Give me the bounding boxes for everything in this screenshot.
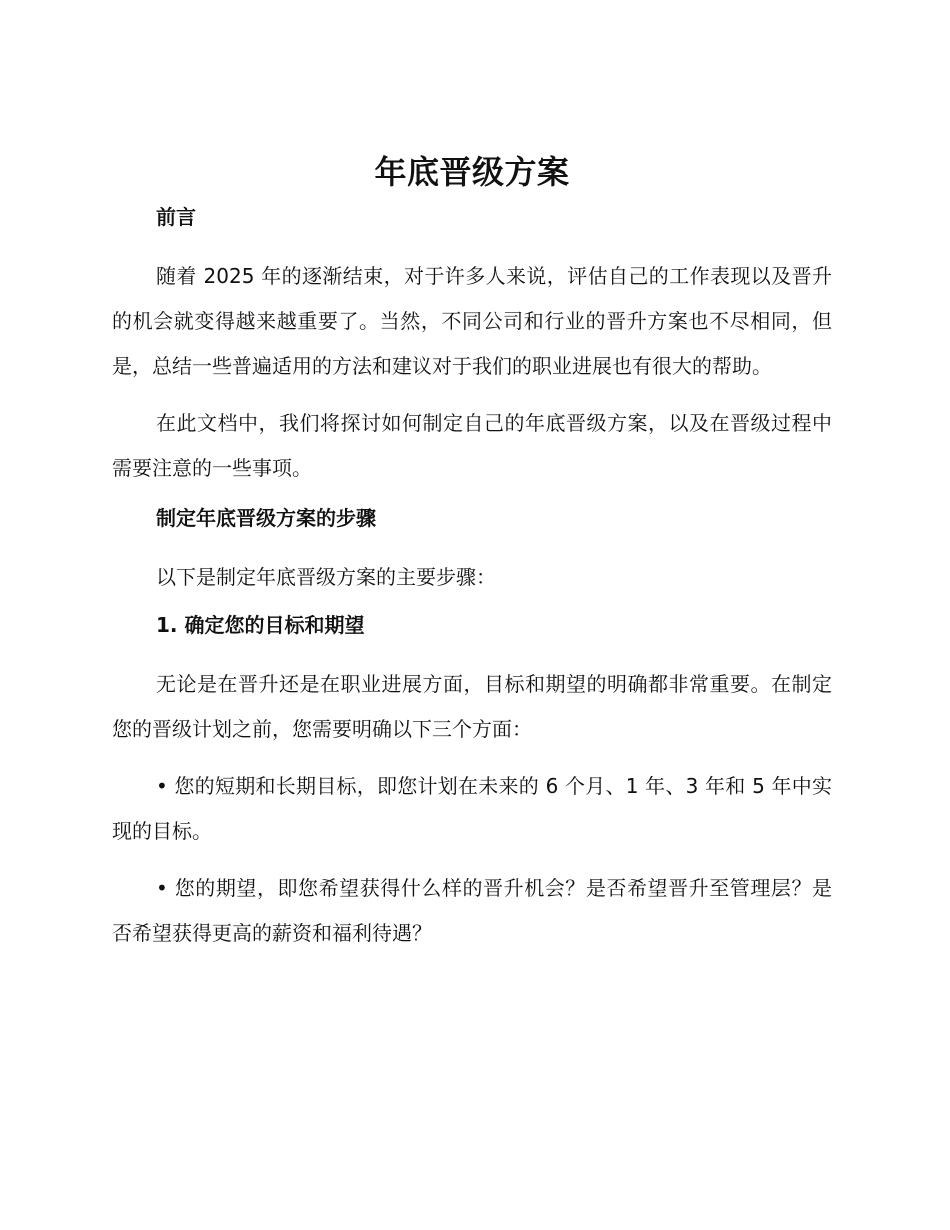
steps-heading: 制定年底晋级方案的步骤 [156,506,376,530]
bullet-item-1: • 您的短期和长期目标，即您计划在未来的 6 个月、1 年、3 年和 5 年中实现的目标。 [112,774,832,843]
bullet-item-2: • 您的期望，即您希望获得什么样的晋升机会？是否希望晋升至管理层？是否希望获得更高的薪资和福利待遇？ [112,876,832,945]
document-title: 年底晋级方案 [374,153,570,191]
document-page [112,150,832,968]
intro-heading: 前言 [156,205,196,229]
intro-paragraph-1: 随着 2025 年的逐渐结束，对于许多人来说，评估自己的工作表现以及晋升的机会就变得越来越重要了。当然，不同公司和行业的晋升方案也不尽相同，但是，总结一些普遍适用的方法和建议对于我们的职业进展也有很大的帮助。 [112,264,832,378]
step1-heading: 1. 确定您的目标和期望 [156,613,365,637]
steps-intro-paragraph: 以下是制定年底晋级方案的主要步骤： [156,565,496,589]
intro-paragraph-2: 在此文档中，我们将探讨如何制定自己的年底晋级方案，以及在晋级过程中需要注意的一些事项。 [112,411,832,480]
step1-paragraph: 无论是在晋升还是在职业进展方面，目标和期望的明确都非常重要。在制定您的晋级计划之前，您需要明确以下三个方面： [112,672,832,741]
